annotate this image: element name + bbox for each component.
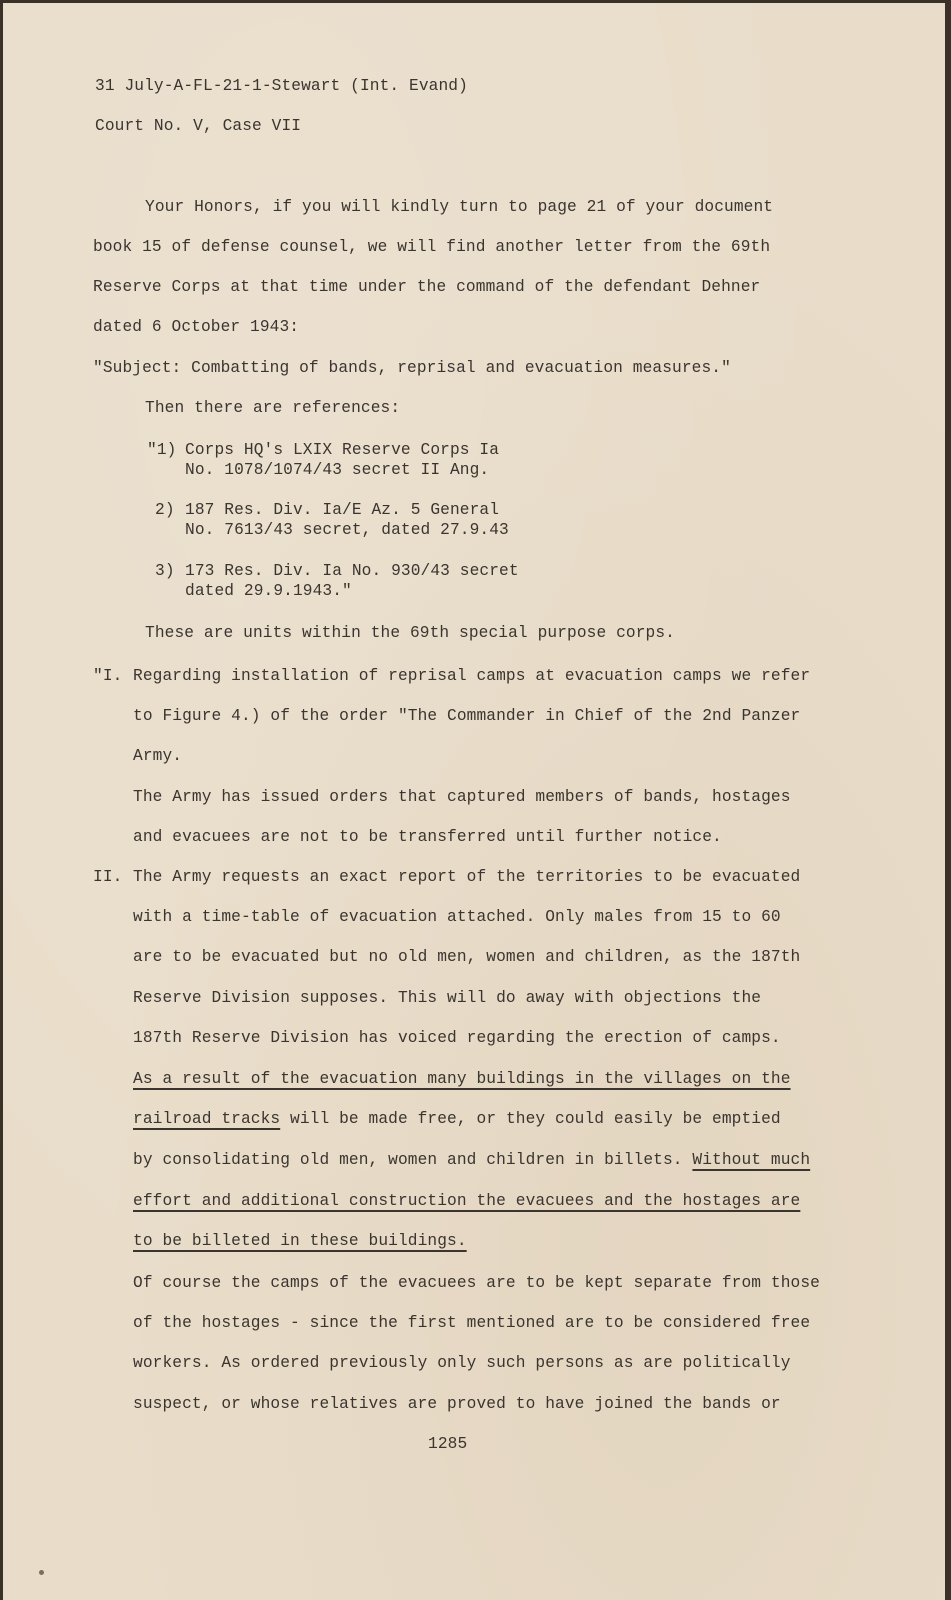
- subject-line: "Subject: Combatting of bands, reprisal and evacuation measures.": [93, 359, 731, 377]
- section-line: Regarding installation of reprisal camps at evacuation camps we refer: [133, 667, 811, 685]
- intro-line-4: dated 6 October 1943:: [93, 318, 300, 336]
- underlined-passage: [133, 1110, 781, 1128]
- underlined-text: Without much: [692, 1151, 811, 1169]
- header-reference: 31 July-A-FL-21-1-Stewart (Int. Evand): [95, 77, 468, 95]
- section-line: are to be evacuated but no old men, women and children, as the 187th: [133, 948, 801, 966]
- reference-number: "1): [147, 441, 177, 459]
- section-line: Reserve Division supposes. This will do away with objections the: [133, 989, 762, 1007]
- reference-line: Corps HQ's LXIX Reserve Corps Ia: [185, 441, 500, 459]
- underlined-text: effort and additional construction the evacuees and the hostages are: [133, 1192, 801, 1210]
- underlined-text: to be billeted in these buildings.: [133, 1232, 467, 1250]
- section-line: 187th Reserve Division has voiced regarding the erection of camps.: [133, 1029, 781, 1047]
- page-number: 1285: [428, 1435, 468, 1453]
- reference-line: dated 29.9.1943.": [185, 582, 352, 600]
- document-page: [3, 3, 945, 1600]
- units-note: These are units within the 69th special purpose corps.: [145, 624, 675, 642]
- section-text: will be made free, or they could easily be emptied: [280, 1110, 781, 1128]
- underlined-passage: [133, 1151, 810, 1169]
- underlined-text: As a result of the evacuation many buildings in the villages on the: [133, 1070, 791, 1088]
- underlined-passage: [133, 1232, 467, 1250]
- underlined-passage: [133, 1070, 791, 1088]
- section-line: Army.: [133, 747, 183, 765]
- intro-line-2: book 15 of defense counsel, we will find another letter from the 69th: [93, 238, 771, 256]
- intro-line-1: Your Honors, if you will kindly turn to page 21 of your document: [145, 198, 774, 216]
- section-line: to Figure 4.) of the order "The Commander in Chief of the 2nd Panzer: [133, 707, 801, 725]
- references-intro: Then there are references:: [145, 399, 401, 417]
- section-label: "I.: [93, 667, 123, 685]
- section-line: workers. As ordered previously only such persons as are politically: [133, 1354, 791, 1372]
- header-court: Court No. V, Case VII: [95, 117, 302, 135]
- section-line: and evacuees are not to be transferred until further notice.: [133, 828, 722, 846]
- paper-speck: [39, 1570, 44, 1575]
- section-line: Of course the camps of the evacuees are to be kept separate from those: [133, 1274, 820, 1292]
- underlined-text: railroad tracks: [133, 1110, 281, 1128]
- reference-line: 173 Res. Div. Ia No. 930/43 secret: [185, 562, 519, 580]
- reference-number: 2): [155, 501, 175, 519]
- section-label: II.: [93, 868, 123, 886]
- section-line: suspect, or whose relatives are proved to have joined the bands or: [133, 1395, 781, 1413]
- section-line: The Army requests an exact report of the territories to be evacuated: [133, 868, 801, 886]
- section-line: with a time-table of evacuation attached. Only males from 15 to 60: [133, 908, 781, 926]
- section-text: by consolidating old men, women and children in billets.: [133, 1151, 693, 1169]
- reference-number: 3): [155, 562, 175, 580]
- section-line: of the hostages - since the first mentioned are to be considered free: [133, 1314, 811, 1332]
- section-line: The Army has issued orders that captured members of bands, hostages: [133, 788, 791, 806]
- reference-line: 187 Res. Div. Ia/E Az. 5 General: [185, 501, 500, 519]
- reference-line: No. 7613/43 secret, dated 27.9.43: [185, 521, 509, 539]
- intro-line-3: Reserve Corps at that time under the command of the defendant Dehner: [93, 278, 761, 296]
- reference-line: No. 1078/1074/43 secret II Ang.: [185, 461, 490, 479]
- underlined-passage: [133, 1192, 800, 1210]
